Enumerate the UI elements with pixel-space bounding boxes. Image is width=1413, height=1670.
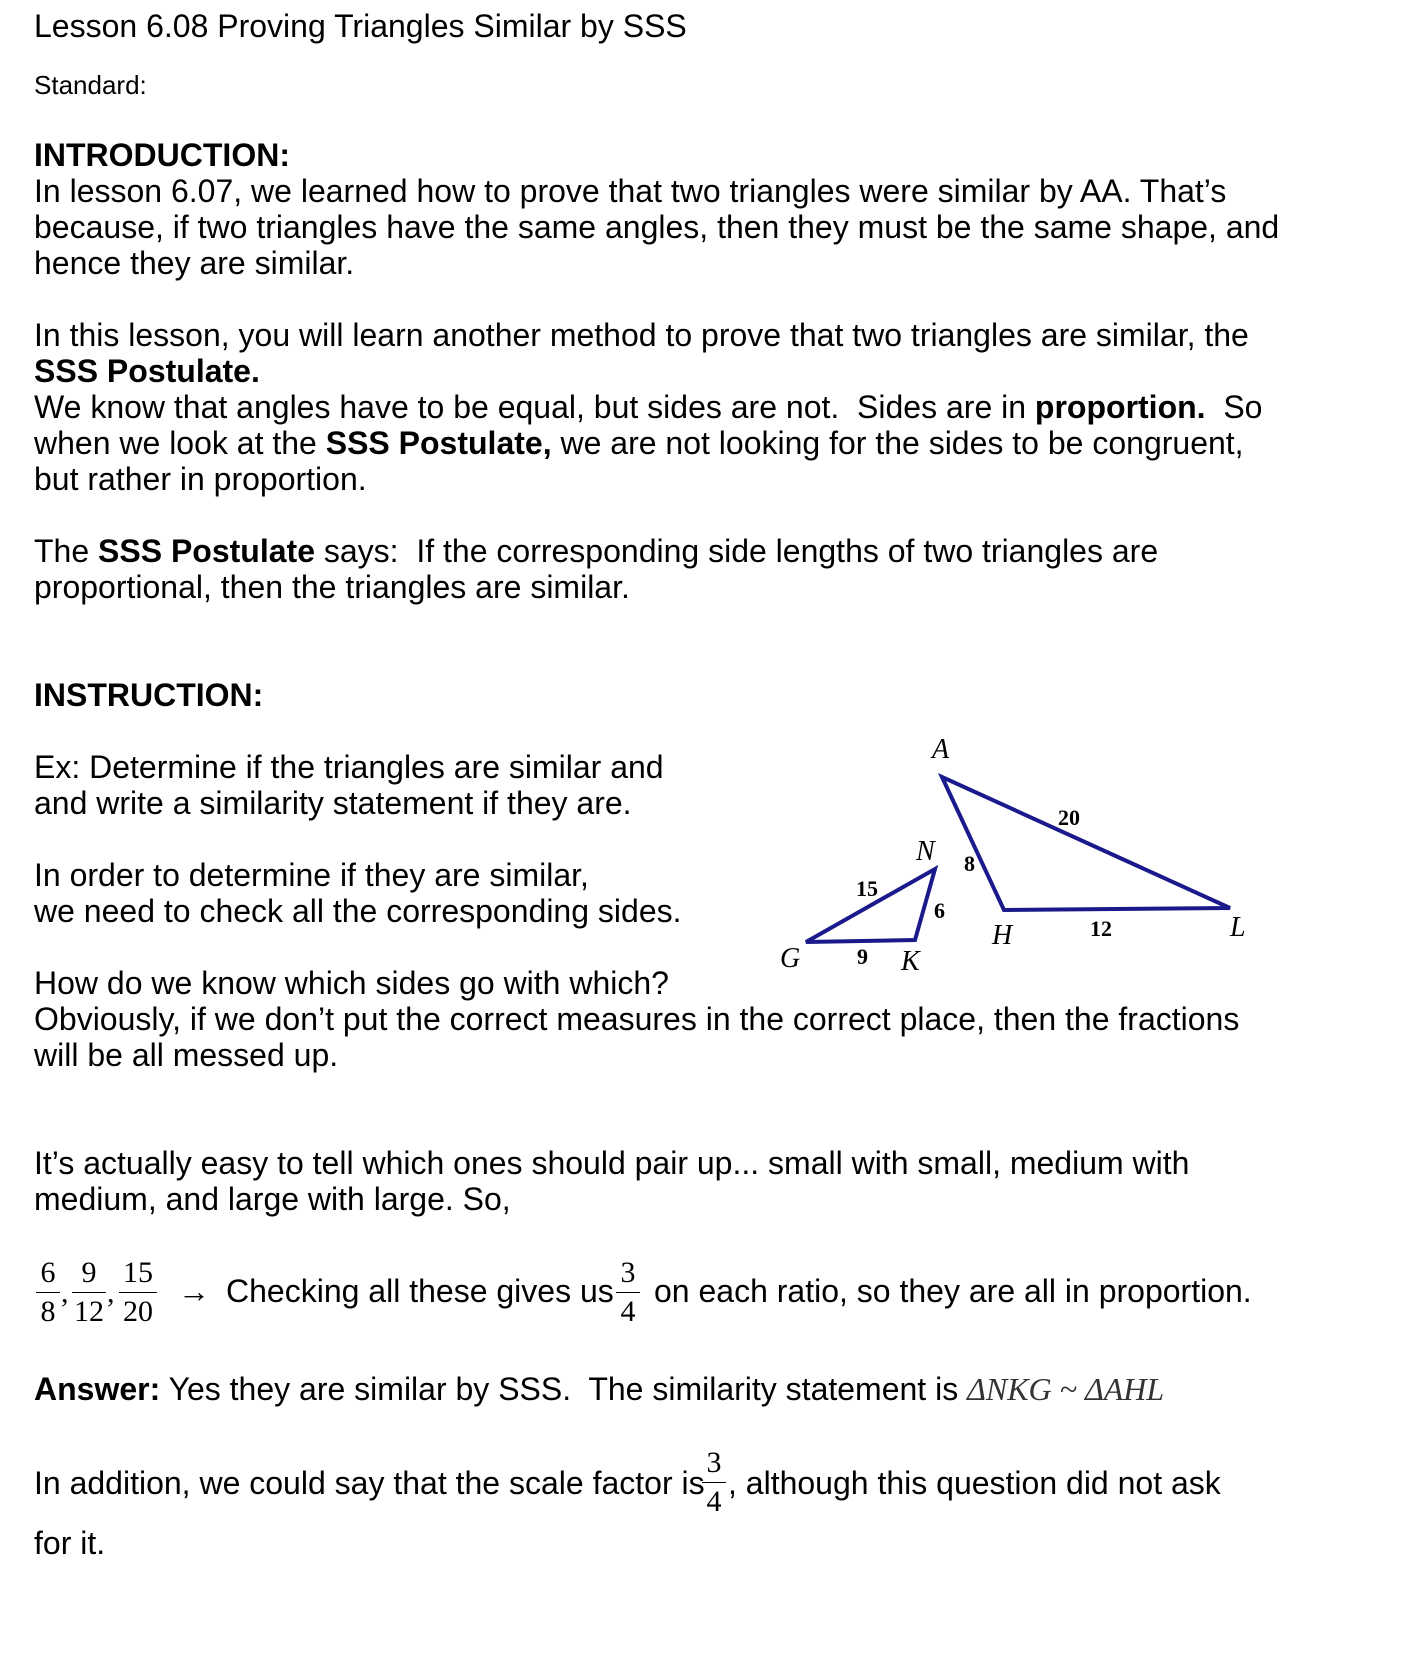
scale-factor-fraction bbox=[702, 1446, 726, 1519]
side-label-gn: 15 bbox=[856, 876, 878, 901]
intro-p3-l1a: We know that angles have to be equal, but sides are not. Sides are in bbox=[34, 389, 1035, 425]
vertex-label-a: A bbox=[932, 734, 950, 765]
example-line1: Ex: Determine if the triangles are similar and bbox=[34, 749, 664, 785]
intro-p1-line1: In lesson 6.07, we learned how to prove that two triangles were similar by AA. That’s bbox=[34, 173, 1227, 209]
fraction-denominator: 4 bbox=[620, 1295, 636, 1328]
fraction-denominator: 4 bbox=[706, 1485, 722, 1518]
side-label-gk: 9 bbox=[857, 944, 868, 969]
intro-p1-line3: hence they are similar. bbox=[34, 245, 355, 281]
standard-label: Standard: bbox=[34, 70, 147, 100]
comma: , bbox=[61, 1276, 69, 1309]
addition-text-b: , although this question did not ask bbox=[728, 1465, 1221, 1501]
fraction-numerator: 3 bbox=[620, 1256, 636, 1289]
easy-line2: medium, and large with large. So, bbox=[34, 1181, 511, 1217]
side-label-al: 20 bbox=[1058, 805, 1080, 830]
how-line2: Obviously, if we don’t put the correct measures in the correct place, then the fractions bbox=[34, 1001, 1240, 1037]
intro-p2-line1: In this lesson, you will learn another method to prove that two triangles are similar, the bbox=[34, 317, 1249, 353]
fraction-numerator: 9 bbox=[81, 1256, 97, 1289]
page-title: Lesson 6.08 Proving Triangles Similar by SSS bbox=[34, 8, 687, 44]
side-label-nk: 6 bbox=[934, 898, 945, 923]
order-line2: we need to check all the corresponding sides. bbox=[34, 893, 682, 929]
intro-p1-line2: because, if two triangles have the same angles, then they must be the same shape, and bbox=[34, 209, 1280, 245]
intro-p4-l1a: The bbox=[34, 533, 99, 569]
intro-p3-l1b: So bbox=[1205, 389, 1263, 425]
vertex-label-l: L bbox=[1230, 912, 1246, 943]
intro-p3-l2a: when we look at the bbox=[34, 425, 326, 461]
fraction-bar bbox=[616, 1292, 640, 1293]
ratios-text-a: Checking all these gives us bbox=[226, 1273, 614, 1309]
vertex-label-g: G bbox=[780, 943, 801, 974]
ratios-text-b: on each ratio, so they are all in proportion. bbox=[654, 1273, 1252, 1309]
fraction-numerator: 3 bbox=[706, 1446, 722, 1479]
fraction-15-20 bbox=[119, 1256, 157, 1329]
vertex-label-k: K bbox=[901, 946, 920, 977]
similarity-statement: ΔNKG ~ ΔAHL bbox=[967, 1371, 1165, 1407]
arrow-icon: → bbox=[178, 1273, 210, 1309]
fraction-numerator: 6 bbox=[40, 1256, 56, 1289]
order-line1: In order to determine if they are similar, bbox=[34, 857, 589, 893]
fraction-denominator: 20 bbox=[123, 1295, 153, 1328]
fraction-bar bbox=[702, 1482, 726, 1483]
fraction-denominator: 8 bbox=[40, 1295, 56, 1328]
fraction-bar bbox=[36, 1292, 60, 1293]
intro-p3-l2b: we are not looking for the sides to be congruent, bbox=[551, 425, 1244, 461]
fraction-numerator: 15 bbox=[123, 1256, 153, 1289]
addition-text-a: In addition, we could say that the scale factor is bbox=[34, 1465, 705, 1501]
introduction-heading: INTRODUCTION: bbox=[34, 137, 290, 173]
fraction-3-4-result bbox=[616, 1256, 640, 1329]
instruction-heading: INSTRUCTION: bbox=[34, 677, 264, 713]
intro-p3-line2 bbox=[34, 424, 1244, 462]
easy-line1: It’s actually easy to tell which ones should pair up... small with small, medium with bbox=[34, 1145, 1190, 1181]
intro-p4-line1 bbox=[34, 532, 1158, 570]
triangles-diagram bbox=[760, 720, 1320, 990]
fraction-9-12 bbox=[72, 1256, 106, 1329]
intro-p3-l2-bold: SSS Postulate, bbox=[325, 425, 552, 461]
how-line1: How do we know which sides go with which? bbox=[34, 965, 669, 1001]
intro-p3-line3: but rather in proportion. bbox=[34, 461, 367, 497]
side-label-hl: 12 bbox=[1090, 916, 1112, 941]
fraction-6-8 bbox=[36, 1256, 60, 1329]
intro-p3-line1 bbox=[34, 388, 1262, 426]
large-triangle bbox=[942, 777, 1230, 910]
intro-p3-l1-bold: proportion. bbox=[1034, 389, 1206, 425]
intro-p4-l1-bold: SSS Postulate bbox=[98, 533, 315, 569]
fraction-bar bbox=[72, 1292, 106, 1293]
intro-p4-line2: proportional, then the triangles are similar. bbox=[34, 569, 630, 605]
answer-label: Answer: bbox=[34, 1371, 161, 1407]
answer-text: Yes they are similar by SSS. The similarity statement is bbox=[168, 1371, 959, 1407]
addition-text-c: for it. bbox=[34, 1525, 106, 1561]
comma: , bbox=[107, 1276, 115, 1309]
how-line3: will be all messed up. bbox=[34, 1037, 339, 1073]
side-label-ah: 8 bbox=[964, 851, 975, 876]
intro-p4-l1b: says: If the corresponding side lengths of two triangles are bbox=[314, 533, 1159, 569]
fraction-denominator: 12 bbox=[74, 1295, 104, 1328]
answer-line bbox=[34, 1370, 1164, 1408]
fraction-bar bbox=[119, 1292, 157, 1293]
intro-p2-bold: SSS Postulate. bbox=[34, 353, 260, 389]
vertex-label-h: H bbox=[992, 920, 1013, 951]
example-line2: and write a similarity statement if they are. bbox=[34, 785, 632, 821]
vertex-label-n: N bbox=[916, 836, 935, 867]
